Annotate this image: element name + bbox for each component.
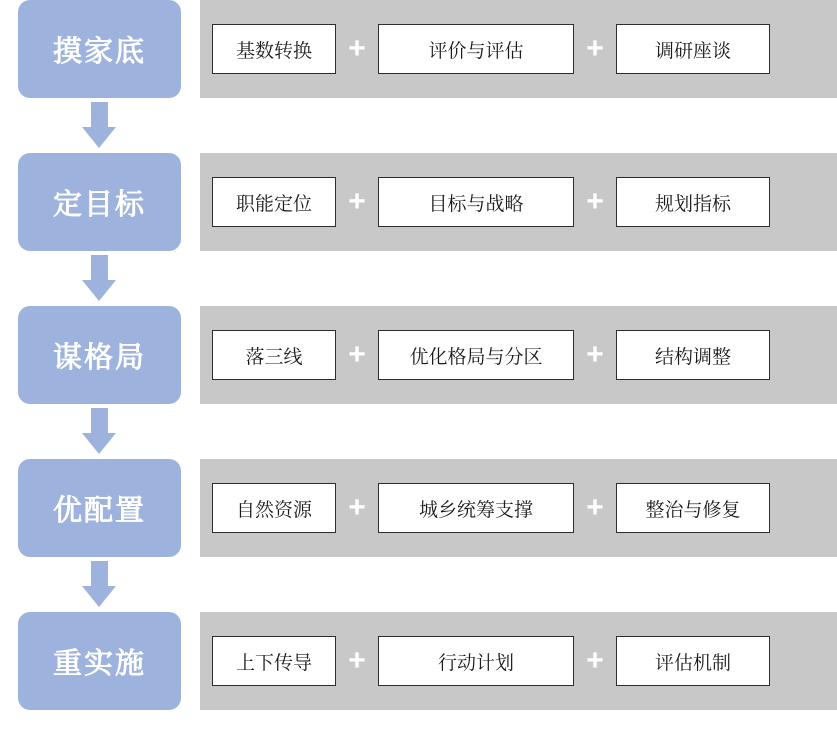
process-item: 规划指标 bbox=[616, 177, 770, 227]
connector-gap bbox=[18, 404, 837, 459]
plus-icon: + bbox=[348, 185, 366, 218]
connector-gap bbox=[18, 557, 837, 612]
stage-items-band-5 bbox=[200, 612, 837, 710]
process-item: 职能定位 bbox=[212, 177, 336, 227]
down-arrow-icon bbox=[82, 408, 116, 454]
process-item: 优化格局与分区 bbox=[378, 330, 574, 380]
process-item: 上下传导 bbox=[212, 636, 336, 686]
stage-items-band-1 bbox=[200, 0, 837, 98]
process-item: 自然资源 bbox=[212, 483, 336, 533]
process-item: 结构调整 bbox=[616, 330, 770, 380]
process-row bbox=[18, 459, 837, 557]
plus-icon: + bbox=[586, 491, 604, 524]
plus-icon: + bbox=[348, 338, 366, 371]
plus-icon: + bbox=[586, 185, 604, 218]
process-item: 行动计划 bbox=[378, 636, 574, 686]
process-item: 整治与修复 bbox=[616, 483, 770, 533]
process-item: 目标与战略 bbox=[378, 177, 574, 227]
connector-gap bbox=[18, 251, 837, 306]
plus-icon: + bbox=[348, 491, 366, 524]
stage-label-1: 摸家底 bbox=[18, 0, 181, 98]
process-row bbox=[18, 306, 837, 404]
plus-icon: + bbox=[586, 338, 604, 371]
stage-label-2: 定目标 bbox=[18, 153, 181, 251]
process-item: 城乡统筹支撑 bbox=[378, 483, 574, 533]
process-row bbox=[18, 0, 837, 98]
connector-gap bbox=[18, 98, 837, 153]
process-item: 调研座谈 bbox=[616, 24, 770, 74]
stage-items-band-2 bbox=[200, 153, 837, 251]
plus-icon: + bbox=[348, 644, 366, 677]
plus-icon: + bbox=[586, 644, 604, 677]
process-item: 基数转换 bbox=[212, 24, 336, 74]
stage-label-5: 重实施 bbox=[18, 612, 181, 710]
stage-label-3: 谋格局 bbox=[18, 306, 181, 404]
process-item: 落三线 bbox=[212, 330, 336, 380]
process-row bbox=[18, 153, 837, 251]
stage-label-4: 优配置 bbox=[18, 459, 181, 557]
process-item: 评估机制 bbox=[616, 636, 770, 686]
process-row bbox=[18, 612, 837, 710]
stage-items-band-3 bbox=[200, 306, 837, 404]
stage-items-band-4 bbox=[200, 459, 837, 557]
plus-icon: + bbox=[586, 32, 604, 65]
down-arrow-icon bbox=[82, 255, 116, 301]
down-arrow-icon bbox=[82, 102, 116, 148]
process-item: 评价与评估 bbox=[378, 24, 574, 74]
plus-icon: + bbox=[348, 32, 366, 65]
down-arrow-icon bbox=[82, 561, 116, 607]
